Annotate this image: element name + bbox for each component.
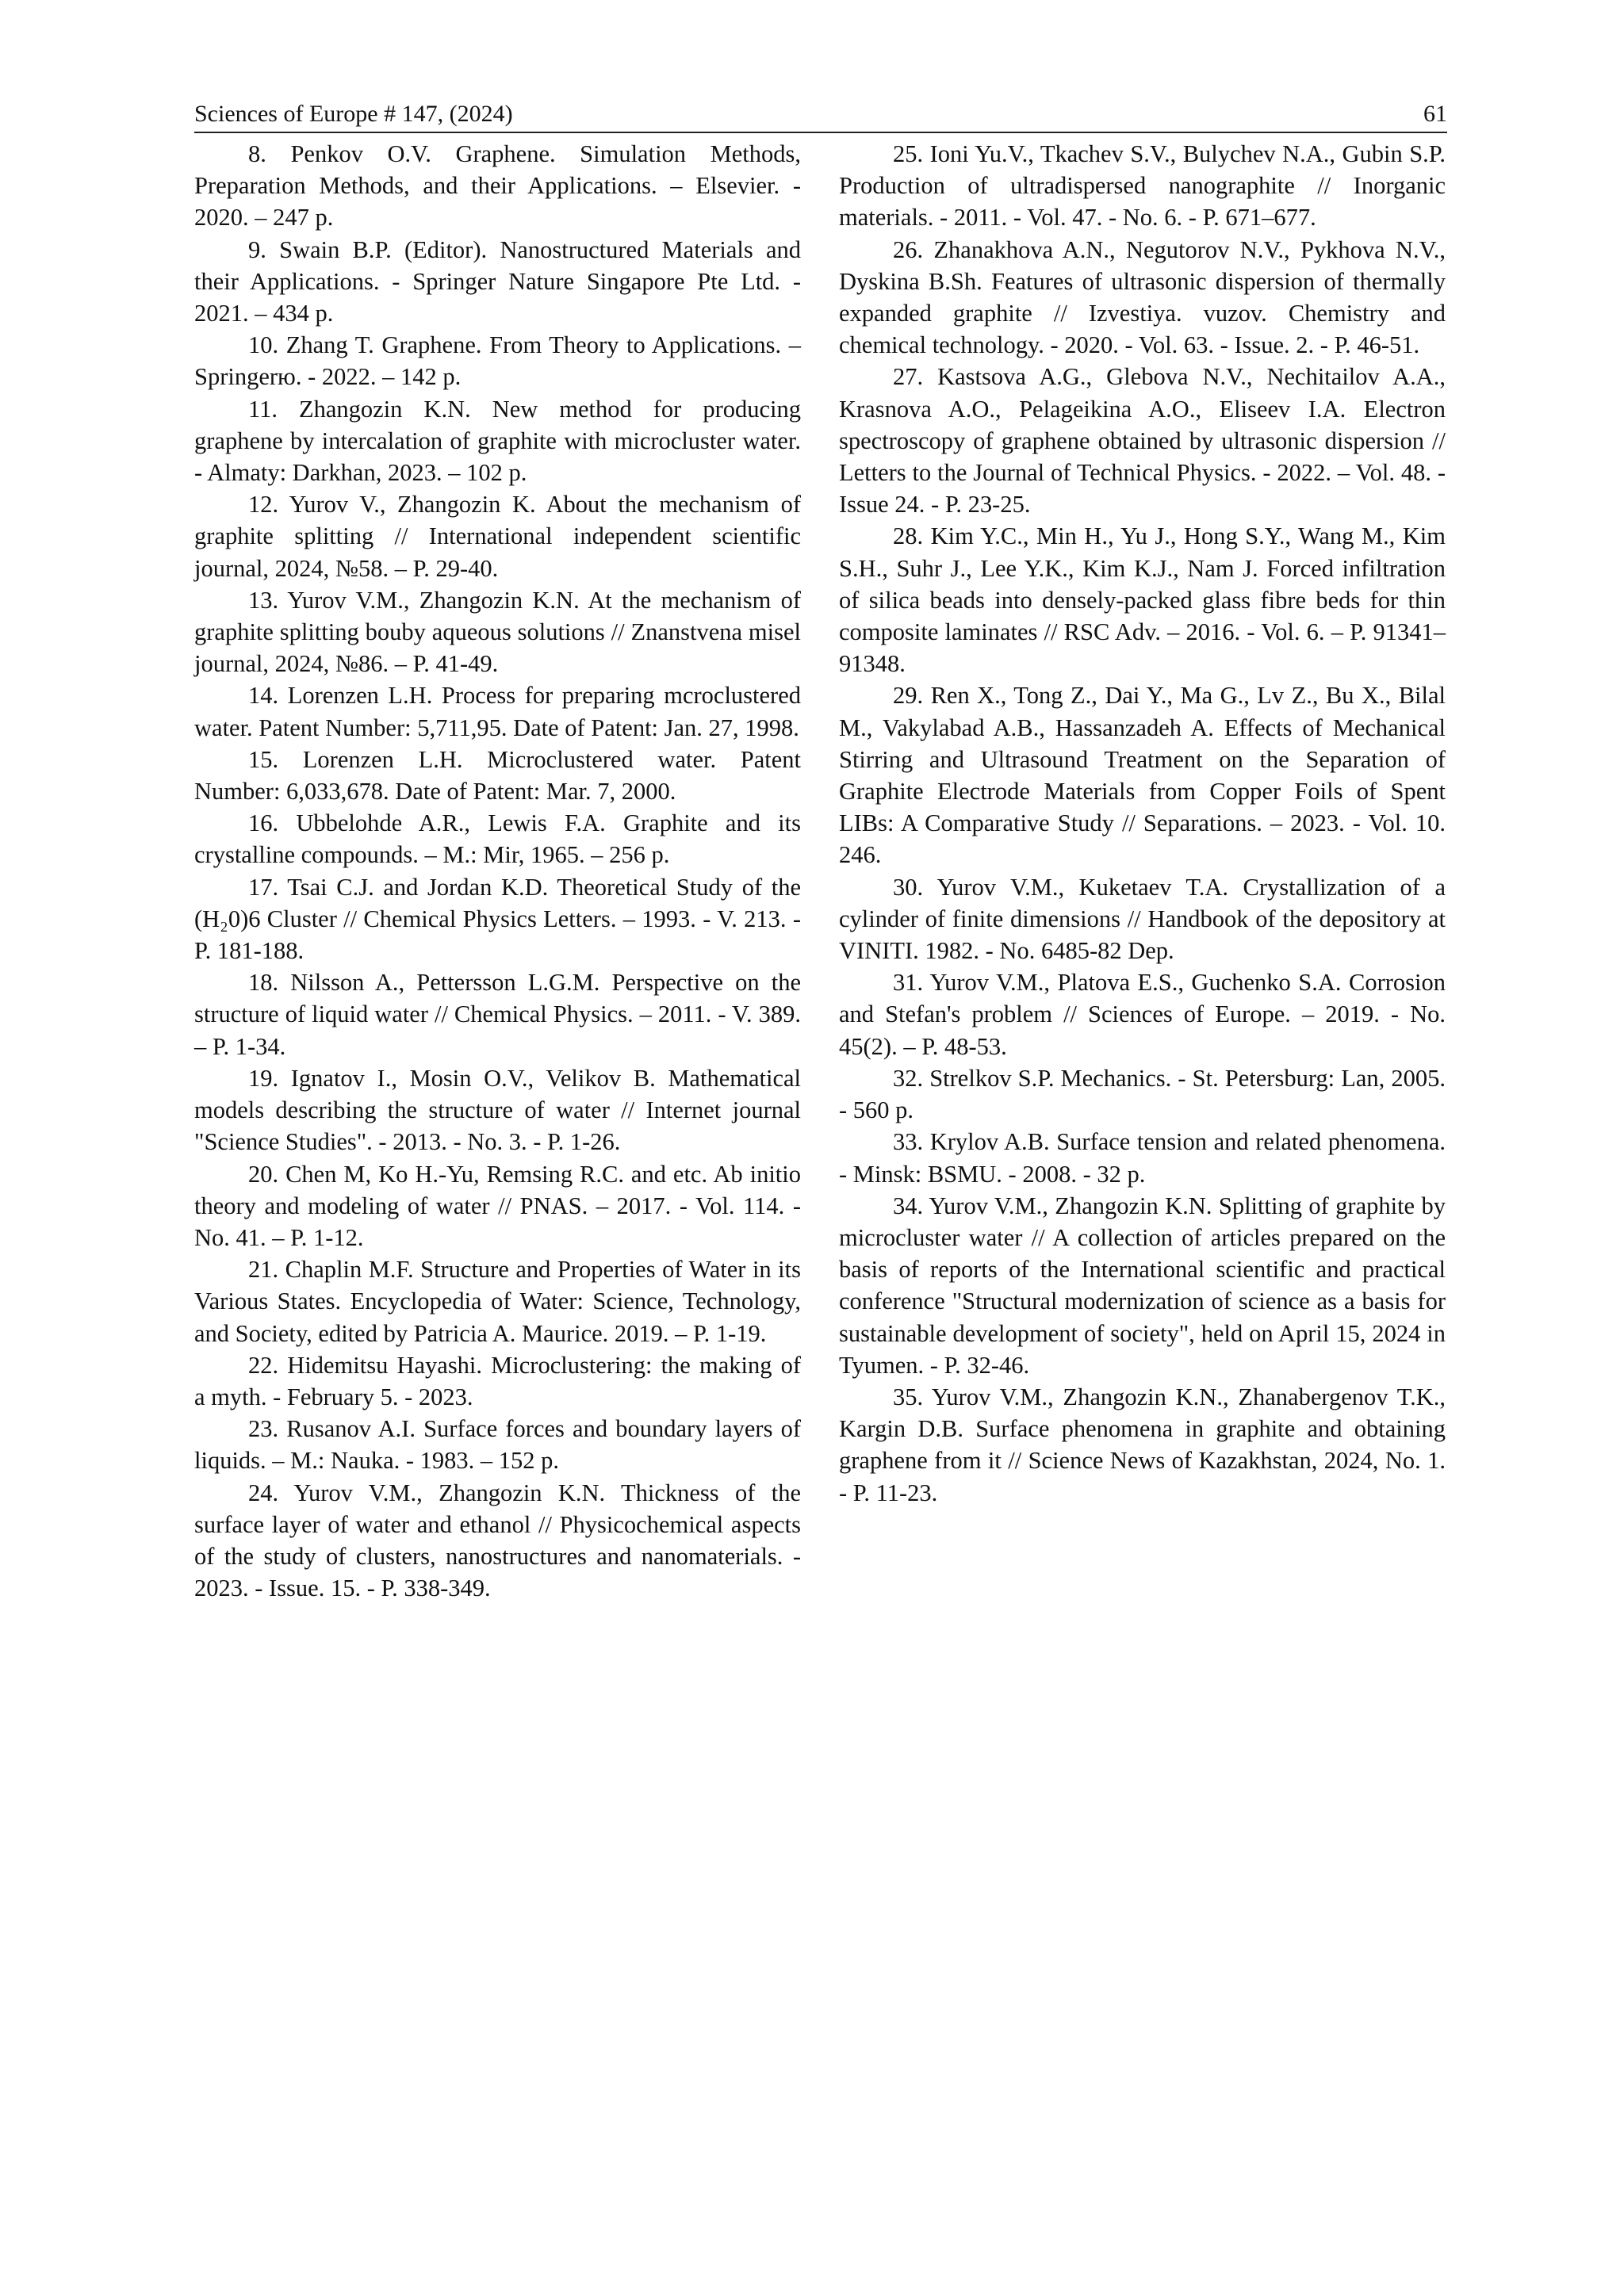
- reference-item: 20. Chen M, Ko H.-Yu, Remsing R.C. and etc. Ab initio theory and modeling of water // PNAS. – 2017. - Vol. 114. - No. 41. – P. 1-12.: [194, 1160, 801, 1251]
- running-header: [194, 97, 1447, 133]
- reference-item: 23. Rusanov A.I. Surface forces and boundary layers of liquids. – M.: Nauka. - 1983. – 152 p.: [194, 1415, 801, 1475]
- journal-title: Sciences of Europe # 147, (2024): [194, 101, 513, 127]
- reference-item: 34. Yurov V.M., Zhangozin K.N. Splitting of graphite by microcluster water // A collection of articles prepared on the basis of reports of the International scientific and practical conference "Structural modernization of science as a basis for sustainable development of society", held on April 15, 2024 in Tyumen. - P. 32-46.: [839, 1192, 1446, 1379]
- reference-item: 14. Lorenzen L.H. Process for preparing mcroclustered water. Patent Number: 5,711,95. Date of Patent: Jan. 27, 1998.: [194, 682, 801, 741]
- page-number: 61: [1423, 101, 1447, 127]
- reference-item: 31. Yurov V.M., Platova E.S., Guchenko S.A. Corrosion and Stefan's problem // Sciences of Europe. – 2019. - No. 45(2). – P. 48-53.: [839, 969, 1446, 1060]
- reference-item: 8. Penkov O.V. Graphene. Simulation Methods, Preparation Methods, and their Applications. – Elsevier. - 2020. – 247 p.: [194, 140, 801, 232]
- reference-item: 24. Yurov V.M., Zhangozin K.N. Thickness of the surface layer of water and ethanol // Physicochemical aspects of the study of clusters, nanostructures and nanomaterials. - 2023. - Issue. 15. - P. 338-349.: [194, 1479, 801, 1602]
- reference-item: 17. Tsai C.J. and Jordan K.D. Theoretical Study of the (H₂0)6 Cluster // Chemical Physics Letters. – 1993. - V. 213. - P. 181-188.: [194, 873, 801, 965]
- reference-item: 30. Yurov V.M., Kuketaev T.A. Crystallization of a cylinder of finite dimensions // Handbook of the depository at VINITI. 1982. - No. 6485-82 Dep.: [839, 873, 1446, 965]
- reference-item: 15. Lorenzen L.H. Microclustered water. Patent Number: 6,033,678. Date of Patent: Mar. 7, 2000.: [194, 745, 801, 806]
- reference-item: 29. Ren X., Tong Z., Dai Y., Ma G., Lv Z., Bu X., Bilal M., Vakylabad A.B., Hassanzadeh A. Effects of Mechanical Stirring and Ultrasound Treatment on the Separation of Graphite Electrode Materials from Copper Foils of Spent LIBs: A Comparative Study // Separations. – 2023. - Vol. 10. 246.: [839, 682, 1446, 869]
- reference-item: 32. Strelkov S.P. Mechanics. - St. Petersburg: Lan, 2005. - 560 p.: [839, 1064, 1446, 1124]
- reference-column-left: [194, 138, 801, 1604]
- reference-item: 10. Zhang T. Graphene. From Theory to Applications. – Springerю. - 2022. – 142 p.: [194, 331, 801, 391]
- reference-item: 35. Yurov V.M., Zhangozin K.N., Zhanabergenov T.K., Kargin D.B. Surface phenomena in graphite and obtaining graphene from it // Science News of Kazakhstan, 2024, No. 1. - P. 11-23.: [839, 1383, 1446, 1506]
- reference-item: 18. Nilsson A., Pettersson L.G.M. Perspective on the structure of liquid water // Chemical Physics. – 2011. - V. 389. – P. 1-34.: [194, 969, 801, 1060]
- reference-item: 19. Ignatov I., Mosin O.V., Velikov B. Mathematical models describing the structure of water // Internet journal "Science Studies". - 2013. - No. 3. - P. 1-26.: [194, 1064, 801, 1156]
- reference-item: 12. Yurov V., Zhangozin K. About the mechanism of graphite splitting // International independent scientific journal, 2024, №58. – P. 29-40.: [194, 491, 801, 582]
- reference-item: 27. Kastsova A.G., Glebova N.V., Nechitailov A.A., Krasnova A.O., Pelageikina A.O., Eliseev I.A. Electron spectroscopy of graphene obtained by ultrasonic dispersion // Letters to the Journal of Technical Physics. - 2022. – Vol. 48. - Issue 24. - P. 23-25.: [839, 363, 1446, 519]
- reference-item: 16. Ubbelohde A.R., Lewis F.A. Graphite and its crystalline compounds. – M.: Mir, 1965. – 256 p.: [194, 809, 801, 869]
- reference-item: 28. Kim Y.C., Min H., Yu J., Hong S.Y., Wang M., Kim S.H., Suhr J., Lee Y.K., Kim K.J., Nam J. Forced infiltration of silica beads into densely-packed glass fibre beds for thin composite laminates // RSC Adv. – 2016. - Vol. 6. – P. 91341–91348.: [839, 522, 1446, 678]
- reference-item: 22. Hidemitsu Hayashi. Microclustering: the making of a myth. - February 5. - 2023.: [194, 1351, 801, 1410]
- reference-item: 21. Chaplin M.F. Structure and Properties of Water in its Various States. Encyclopedia of Water: Science, Technology, and Society, edited by Patricia A. Maurice. 2019. – P. 1-19.: [194, 1256, 801, 1347]
- reference-column-right: [839, 138, 1446, 1509]
- reference-item: 9. Swain B.P. (Editor). Nanostructured Materials and their Applications. - Springer Nature Singapore Pte Ltd. - 2021. – 434 p.: [194, 235, 801, 327]
- reference-item: 26. Zhanakhova A.N., Negutorov N.V., Pykhova N.V., Dyskina B.Sh. Features of ultrasonic dispersion of thermally expanded graphite // Izvestiya. vuzov. Chemistry and chemical technology. - 2020. - Vol. 63. - Issue. 2. - P. 46-51.: [839, 235, 1446, 359]
- reference-item: 33. Krylov A.B. Surface tension and related phenomena. - Minsk: BSMU. - 2008. - 32 p.: [839, 1128, 1446, 1188]
- reference-item: 25. Ioni Yu.V., Tkachev S.V., Bulychev N.A., Gubin S.P. Production of ultradispersed nanographite // Inorganic materials. - 2011. - Vol. 47. - No. 6. - P. 671–677.: [839, 140, 1446, 232]
- reference-item: 13. Yurov V.M., Zhangozin K.N. At the mechanism of graphite splitting bouby aqueous solutions // Znanstvena misel journal, 2024, №86. – P. 41-49.: [194, 586, 801, 678]
- reference-item: 11. Zhangozin K.N. New method for producing graphene by intercalation of graphite with microcluster water. - Almaty: Darkhan, 2023. – 102 p.: [194, 395, 801, 487]
